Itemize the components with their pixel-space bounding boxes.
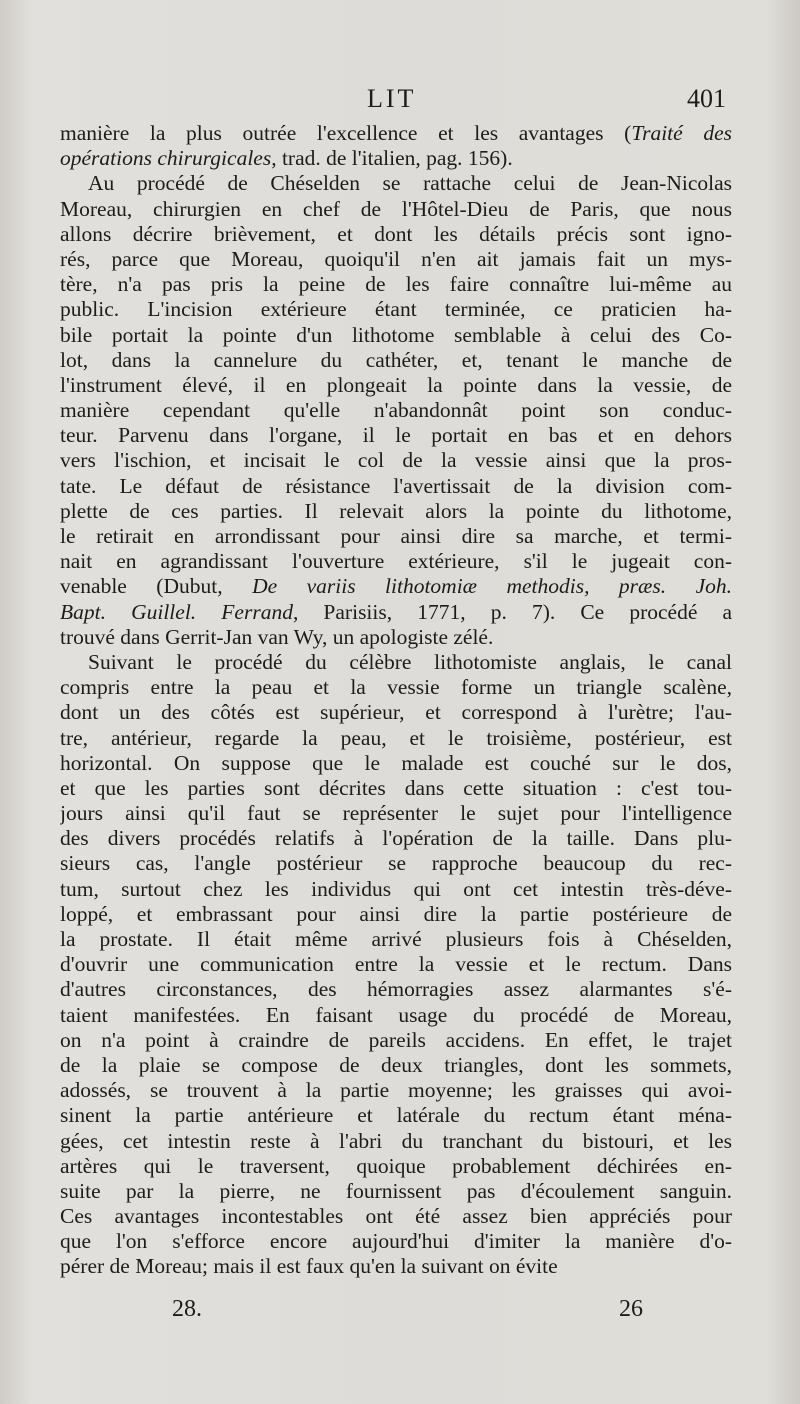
text-segment: gées, cet intestin reste à l'abri du tranchant du bistouri, et les — [60, 1128, 732, 1153]
text-line — [60, 1229, 732, 1254]
running-head-title: LIT — [367, 84, 417, 113]
text-segment: horizontal. On suppose que le malade est couché sur le dos, — [60, 750, 732, 775]
text-line — [60, 297, 732, 322]
text-line — [60, 373, 732, 398]
text-line — [60, 1053, 732, 1078]
italic-text: Traité des — [631, 121, 732, 145]
text-segment: allons décrire brièvement, et dont les détails précis sont igno- — [60, 221, 732, 246]
text-line — [60, 171, 732, 196]
body-text — [60, 121, 732, 1280]
text-line — [60, 1129, 732, 1154]
text-line — [60, 146, 732, 171]
text-line — [60, 499, 732, 524]
text-line — [60, 222, 732, 247]
text-line — [60, 1103, 732, 1128]
running-head — [0, 84, 800, 120]
text-line — [60, 977, 732, 1002]
text-segment: jours ainsi qu'il faut se représenter le sujet pour l'intelligence — [60, 801, 732, 826]
italic-text: De variis lithotomiæ methodis, præs. Joh. — [252, 574, 732, 599]
text-segment: d'autres circonstances, des hémorragies assez alarmantes s'é- — [60, 977, 732, 1002]
text-segment: et que les parties sont décrites dans cette situation : c'est tou- — [60, 775, 732, 800]
text-segment: Moreau, chirurgien en chef de l'Hôtel-Dieu de Paris, que nous — [60, 196, 732, 221]
text-line — [60, 549, 732, 574]
text-segment: pérer de Moreau; mais il est faux qu'en la suivant on évite — [60, 1254, 558, 1279]
text-line — [60, 851, 732, 876]
text-line — [60, 600, 732, 625]
text-line — [60, 726, 732, 751]
text-segment: public. L'incision extérieure étant terminée, ce praticien ha- — [60, 297, 732, 322]
text-segment: que l'on s'efforce encore aujourd'hui d'imiter la manière d'o- — [60, 1229, 732, 1254]
text-line — [60, 1028, 732, 1053]
catchword: 26 — [619, 1296, 643, 1322]
text-segment: dont un des côtés est supérieur, et correspond à l'urètre; l'au- — [60, 700, 732, 725]
text-line — [60, 826, 732, 851]
text-segment: d'ouvrir une communication entre la vessie et le rectum. Dans — [60, 952, 732, 977]
text-line — [60, 247, 732, 272]
text-segment: manière la plus outrée l'excellence et les avantages ( — [60, 121, 632, 145]
text-segment: Ces avantages incontestables ont été assez bien appréciés pour — [60, 1204, 732, 1229]
text-segment: bile portait la pointe d'un lithotome semblable à celui des Co- — [60, 322, 732, 347]
text-segment: le retirait en arrondissant pour ainsi dire sa marche, et termi- — [60, 524, 732, 548]
text-line — [60, 801, 732, 826]
text-line — [60, 952, 732, 977]
text-segment: , trad. de l'italien, pag. 156). — [271, 146, 513, 171]
text-line — [60, 776, 732, 801]
text-segment: tate. Le défaut de résistance l'avertissait de la division com- — [60, 473, 732, 498]
italic-text: opérations chirurgicales — [60, 146, 272, 171]
text-line — [60, 398, 732, 423]
text-segment: taient manifestées. En faisant usage du procédé de Moreau, — [60, 1002, 732, 1027]
text-line — [60, 700, 732, 725]
text-segment: l'instrument élevé, il en plongeait la pointe dans la vessie, de — [60, 372, 732, 397]
text-line — [60, 1154, 732, 1179]
text-line — [60, 751, 732, 776]
text-line — [60, 902, 732, 927]
text-segment: loppé, et embrassant pour ainsi dire la partie postérieure de — [60, 901, 732, 926]
text-segment: artères qui le traversent, quoique probablement déchirées en- — [60, 1153, 732, 1178]
text-line — [60, 650, 732, 675]
text-segment: lot, dans la cannelure du cathéter, et, tenant le manche de — [60, 347, 732, 372]
text-line — [60, 121, 732, 146]
text-segment: nait en agrandissant l'ouverture extérieure, s'il le jugeait con- — [60, 549, 732, 574]
italic-text: Bapt. Guillel. Ferrand — [60, 599, 293, 624]
text-line — [60, 272, 732, 297]
text-segment: compris entre la peau et la vessie forme un triangle scalène, — [60, 675, 732, 700]
text-line — [60, 1003, 732, 1028]
text-line — [60, 197, 732, 222]
text-line — [60, 1204, 732, 1229]
text-line — [60, 423, 732, 448]
text-line — [60, 927, 732, 952]
page-number: 401 — [687, 84, 726, 113]
page-footer — [0, 1296, 800, 1332]
text-segment: venable (Dubut, — [60, 574, 253, 599]
text-segment: rés, parce que Moreau, quoiqu'il n'en ait jamais fait un mys- — [60, 246, 732, 271]
text-segment: tum, surtout chez les individus qui ont cet intestin très-déve- — [60, 876, 732, 901]
text-segment: adossés, se trouvent à la partie moyenne; les graisses qui avoi- — [60, 1078, 732, 1103]
text-segment: sinent la partie antérieure et latérale du rectum étant ména- — [60, 1103, 732, 1128]
text-segment: tre, antérieur, regarde la peau, et le troisième, postérieur, est — [60, 725, 732, 750]
text-segment: on n'a point à craindre de pareils accidens. En effet, le trajet — [60, 1027, 732, 1052]
text-line — [60, 448, 732, 473]
text-segment: la prostate. Il était même arrivé plusieurs fois à Chéselden, — [60, 927, 732, 951]
text-segment: manière cependant qu'elle n'abandonnât point son conduc- — [60, 398, 732, 423]
text-line — [60, 877, 732, 902]
text-line — [60, 348, 732, 373]
text-segment: trouvé dans Gerrit-Jan van Wy, un apologiste zélé. — [60, 624, 494, 649]
text-line — [60, 1179, 732, 1204]
text-line — [60, 474, 732, 499]
signature-mark: 28. — [172, 1296, 202, 1322]
text-segment: sieurs cas, l'angle postérieur se rapproche beaucoup du rec- — [60, 851, 732, 876]
text-line — [60, 574, 732, 599]
text-line — [60, 625, 732, 650]
text-line — [60, 323, 732, 348]
text-segment: suite par la pierre, ne fournissent pas d'écoulement sanguin. — [60, 1178, 732, 1203]
text-segment: des divers procédés relatifs à l'opération de la taille. Dans plu- — [60, 826, 732, 851]
text-line — [60, 1254, 732, 1279]
text-line — [60, 524, 732, 549]
text-segment: teur. Parvenu dans l'organe, il le portait en bas et en dehors — [60, 423, 732, 448]
text-line — [60, 675, 732, 700]
text-segment: tère, n'a pas pris la peine de les faire connaître lui-même au — [60, 272, 732, 297]
text-segment: Au procédé de Chéselden se rattache celui de Jean-Nicolas — [88, 171, 732, 196]
text-segment: plette de ces parties. Il relevait alors la pointe du lithotome, — [60, 498, 732, 523]
text-segment: de la plaie se compose de deux triangles, dont les sommets, — [60, 1052, 732, 1077]
text-segment: vers l'ischion, et incisait le col de la vessie ainsi que la pros- — [60, 448, 732, 473]
text-line — [60, 1078, 732, 1103]
text-segment: , Parisiis, 1771, p. 7). Ce procédé a — [292, 599, 732, 624]
text-segment: Suivant le procédé du célèbre lithotomiste anglais, le canal — [88, 649, 732, 674]
